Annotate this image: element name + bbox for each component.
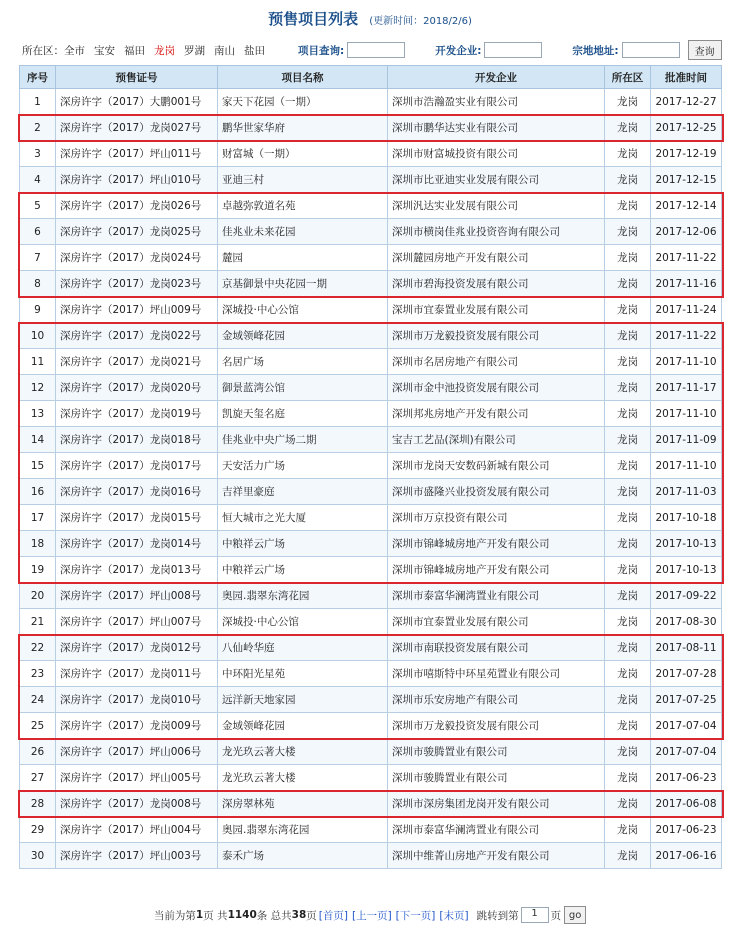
cell-project[interactable]: 泰禾广场 bbox=[218, 843, 388, 869]
cell-project[interactable]: 中粮祥云广场 bbox=[218, 557, 388, 583]
cell-district: 龙岗 bbox=[605, 791, 651, 817]
jump-label: 跳转到第 bbox=[476, 909, 519, 922]
cell-district: 龙岗 bbox=[605, 245, 651, 271]
cell-project[interactable]: 奥园.翡翠东湾花园 bbox=[218, 583, 388, 609]
cell-district: 龙岗 bbox=[605, 453, 651, 479]
cell-index: 10 bbox=[20, 323, 56, 349]
table-row bbox=[20, 765, 722, 791]
cell-index: 4 bbox=[20, 167, 56, 193]
cell-date: 2017-07-28 bbox=[651, 661, 722, 687]
cell-district: 龙岗 bbox=[605, 401, 651, 427]
table-header-row bbox=[20, 66, 722, 89]
cell-license[interactable]: 深房许字（2017）坪山005号 bbox=[56, 765, 218, 791]
cell-project[interactable]: 家天下花园（一期） bbox=[218, 89, 388, 115]
cell-date: 2017-09-22 bbox=[651, 583, 722, 609]
cell-developer: 深圳市浩瀚盈实业有限公司 bbox=[388, 89, 605, 115]
table-row bbox=[20, 687, 722, 713]
district-link[interactable]: 罗湖 bbox=[184, 44, 205, 57]
cell-developer: 深圳市名居房地产有限公司 bbox=[388, 349, 605, 375]
cell-project[interactable]: 中粮祥云广场 bbox=[218, 531, 388, 557]
cell-license[interactable]: 深房许字（2017）龙岗026号 bbox=[56, 193, 218, 219]
cell-district: 龙岗 bbox=[605, 297, 651, 323]
filter-bar bbox=[22, 40, 722, 60]
table-row bbox=[20, 193, 722, 219]
cell-index: 17 bbox=[20, 505, 56, 531]
table-row bbox=[20, 271, 722, 297]
cell-date: 2017-12-27 bbox=[651, 89, 722, 115]
table-row bbox=[20, 89, 722, 115]
cell-date: 2017-07-25 bbox=[651, 687, 722, 713]
cell-district: 龙岗 bbox=[605, 89, 651, 115]
cell-developer: 深圳市锦峰城房地产开发有限公司 bbox=[388, 531, 605, 557]
cell-district: 龙岗 bbox=[605, 479, 651, 505]
cell-date: 2017-12-25 bbox=[651, 115, 722, 141]
table-row bbox=[20, 167, 722, 193]
cell-date: 2017-11-10 bbox=[651, 453, 722, 479]
cell-developer: 深圳中维菁山房地产开发有限公司 bbox=[388, 843, 605, 869]
cell-developer: 深圳市乐安房地产有限公司 bbox=[388, 687, 605, 713]
cell-date: 2017-07-04 bbox=[651, 739, 722, 765]
cell-project[interactable]: 龙光玖云著大楼 bbox=[218, 765, 388, 791]
district-link[interactable]: 宝安 bbox=[94, 44, 115, 57]
cell-license[interactable]: 深房许字（2017）龙岗018号 bbox=[56, 427, 218, 453]
next-page-link[interactable]: [下一页] bbox=[395, 909, 436, 922]
presale-table bbox=[19, 65, 722, 869]
cell-district: 龙岗 bbox=[605, 609, 651, 635]
cell-developer: 深圳市泰富华澜湾置业有限公司 bbox=[388, 583, 605, 609]
cell-index: 23 bbox=[20, 661, 56, 687]
cell-district: 龙岗 bbox=[605, 219, 651, 245]
cell-index: 22 bbox=[20, 635, 56, 661]
cell-date: 2017-06-16 bbox=[651, 843, 722, 869]
district-link[interactable]: 盐田 bbox=[244, 44, 265, 57]
cell-date: 2017-11-09 bbox=[651, 427, 722, 453]
cell-district: 龙岗 bbox=[605, 115, 651, 141]
cell-index: 24 bbox=[20, 687, 56, 713]
cell-license[interactable]: 深房许字（2017）龙岗014号 bbox=[56, 531, 218, 557]
cell-license[interactable]: 深房许字（2017）龙岗027号 bbox=[56, 115, 218, 141]
table-row bbox=[20, 375, 722, 401]
cell-index: 8 bbox=[20, 271, 56, 297]
cell-license[interactable]: 深房许字（2017）龙岗021号 bbox=[56, 349, 218, 375]
cell-developer: 深圳市盛隆兴业投资发展有限公司 bbox=[388, 479, 605, 505]
cell-date: 2017-12-14 bbox=[651, 193, 722, 219]
cell-project[interactable]: 金域领峰花园 bbox=[218, 323, 388, 349]
cell-date: 2017-11-10 bbox=[651, 349, 722, 375]
cell-index: 5 bbox=[20, 193, 56, 219]
cell-license[interactable]: 深房许字（2017）坪山006号 bbox=[56, 739, 218, 765]
developer-search-input[interactable] bbox=[484, 42, 542, 58]
cell-developer: 深圳市骏腾置业有限公司 bbox=[388, 765, 605, 791]
table-row bbox=[20, 791, 722, 817]
table-row bbox=[20, 505, 722, 531]
cell-district: 龙岗 bbox=[605, 765, 651, 791]
cell-index: 18 bbox=[20, 531, 56, 557]
cell-license[interactable]: 深房许字（2017）龙岗010号 bbox=[56, 687, 218, 713]
total-items: 1140 bbox=[227, 909, 257, 921]
cell-project[interactable]: 深房翠林苑 bbox=[218, 791, 388, 817]
cell-license[interactable]: 深房许字（2017）龙岗016号 bbox=[56, 479, 218, 505]
cell-date: 2017-08-30 bbox=[651, 609, 722, 635]
table-row bbox=[20, 661, 722, 687]
pager-text-2: 条 总共 bbox=[256, 909, 292, 922]
cell-index: 13 bbox=[20, 401, 56, 427]
cell-developer: 深圳市金中池投资发展有限公司 bbox=[388, 375, 605, 401]
cell-district: 龙岗 bbox=[605, 427, 651, 453]
cell-index: 28 bbox=[20, 791, 56, 817]
cell-date: 2017-11-22 bbox=[651, 245, 722, 271]
col-header-index: 序号 bbox=[20, 66, 56, 89]
cell-project[interactable]: 天安活力广场 bbox=[218, 453, 388, 479]
cell-date: 2017-06-08 bbox=[651, 791, 722, 817]
cell-district: 龙岗 bbox=[605, 349, 651, 375]
cell-developer: 深圳市万龙毅投资发展有限公司 bbox=[388, 323, 605, 349]
cell-district: 龙岗 bbox=[605, 505, 651, 531]
cell-project[interactable]: 佳兆业中央广场二期 bbox=[218, 427, 388, 453]
developer-search-label: 开发企业: bbox=[435, 44, 482, 57]
cell-date: 2017-12-06 bbox=[651, 219, 722, 245]
cell-project[interactable]: 深城投·中心公馆 bbox=[218, 609, 388, 635]
district-links bbox=[64, 43, 274, 58]
pager-text-3: 页 bbox=[306, 909, 317, 922]
cell-district: 龙岗 bbox=[605, 687, 651, 713]
table-row bbox=[20, 609, 722, 635]
cell-date: 2017-11-24 bbox=[651, 297, 722, 323]
cell-district: 龙岗 bbox=[605, 167, 651, 193]
cell-developer: 深圳市万京投资有限公司 bbox=[388, 505, 605, 531]
table-row bbox=[20, 843, 722, 869]
cell-project[interactable]: 鹏华世家华府 bbox=[218, 115, 388, 141]
cell-license[interactable]: 深房许字（2017）龙岗025号 bbox=[56, 219, 218, 245]
address-search-label: 宗地地址: bbox=[572, 44, 619, 57]
cell-project[interactable]: 名居广场 bbox=[218, 349, 388, 375]
project-search-label: 项目查询: bbox=[298, 44, 345, 57]
cell-index: 15 bbox=[20, 453, 56, 479]
cell-developer: 深圳市南联投资发展有限公司 bbox=[388, 635, 605, 661]
cell-district: 龙岗 bbox=[605, 713, 651, 739]
cell-license[interactable]: 深房许字（2017）龙岗012号 bbox=[56, 635, 218, 661]
cell-license[interactable]: 深房许字（2017）坪山011号 bbox=[56, 141, 218, 167]
table-row bbox=[20, 349, 722, 375]
table-row bbox=[20, 479, 722, 505]
cell-index: 26 bbox=[20, 739, 56, 765]
cell-date: 2017-10-18 bbox=[651, 505, 722, 531]
cell-date: 2017-06-23 bbox=[651, 765, 722, 791]
cell-index: 19 bbox=[20, 557, 56, 583]
go-button[interactable]: go bbox=[564, 906, 586, 924]
cell-developer: 深圳市比亚迪实业发展有限公司 bbox=[388, 167, 605, 193]
cell-developer: 深圳市龙岗天安数码新城有限公司 bbox=[388, 453, 605, 479]
cell-developer: 深圳市鹏华达实业有限公司 bbox=[388, 115, 605, 141]
cell-index: 21 bbox=[20, 609, 56, 635]
table-row bbox=[20, 427, 722, 453]
cell-date: 2017-11-22 bbox=[651, 323, 722, 349]
cell-project[interactable]: 八仙岭华庭 bbox=[218, 635, 388, 661]
cell-developer: 深圳汎达实业发展有限公司 bbox=[388, 193, 605, 219]
cell-developer: 深圳市深房集团龙岗开发有限公司 bbox=[388, 791, 605, 817]
cell-district: 龙岗 bbox=[605, 375, 651, 401]
table-row bbox=[20, 115, 722, 141]
cell-developer: 深圳市泰富华澜湾置业有限公司 bbox=[388, 817, 605, 843]
cell-project[interactable]: 京基御景中央花园一期 bbox=[218, 271, 388, 297]
cell-developer: 深圳邦兆房地产开发有限公司 bbox=[388, 401, 605, 427]
cell-date: 2017-12-19 bbox=[651, 141, 722, 167]
cell-index: 3 bbox=[20, 141, 56, 167]
table-row bbox=[20, 739, 722, 765]
cell-developer: 深圳市财富城投资有限公司 bbox=[388, 141, 605, 167]
cell-project[interactable]: 中环阳光星苑 bbox=[218, 661, 388, 687]
title-row bbox=[0, 8, 740, 29]
cell-project[interactable]: 御景蓝湾公馆 bbox=[218, 375, 388, 401]
project-search-input[interactable] bbox=[347, 42, 405, 58]
cell-district: 龙岗 bbox=[605, 193, 651, 219]
district-link[interactable]: 福田 bbox=[124, 44, 145, 57]
cell-license[interactable]: 深房许字（2017）龙岗022号 bbox=[56, 323, 218, 349]
cell-project[interactable]: 麓园 bbox=[218, 245, 388, 271]
cell-license[interactable]: 深房许字（2017）龙岗009号 bbox=[56, 713, 218, 739]
cell-date: 2017-07-04 bbox=[651, 713, 722, 739]
cell-developer: 深圳市骏腾置业有限公司 bbox=[388, 739, 605, 765]
cell-district: 龙岗 bbox=[605, 635, 651, 661]
cell-project[interactable]: 吉祥里豪庭 bbox=[218, 479, 388, 505]
cell-index: 14 bbox=[20, 427, 56, 453]
cell-index: 16 bbox=[20, 479, 56, 505]
last-page-link[interactable]: [末页] bbox=[439, 909, 469, 922]
cell-project[interactable]: 卓越弥敦道名苑 bbox=[218, 193, 388, 219]
table-row bbox=[20, 583, 722, 609]
cell-project[interactable]: 深城投·中心公馆 bbox=[218, 297, 388, 323]
cell-index: 1 bbox=[20, 89, 56, 115]
cell-project[interactable]: 凯旋天玺名庭 bbox=[218, 401, 388, 427]
first-page-link[interactable]: [首页] bbox=[318, 909, 348, 922]
cell-district: 龙岗 bbox=[605, 271, 651, 297]
district-label: 所在区： bbox=[22, 44, 64, 57]
cell-license[interactable]: 深房许字（2017）坪山007号 bbox=[56, 609, 218, 635]
cell-date: 2017-11-03 bbox=[651, 479, 722, 505]
cell-license[interactable]: 深房许字（2017）龙岗020号 bbox=[56, 375, 218, 401]
cell-date: 2017-11-17 bbox=[651, 375, 722, 401]
cell-district: 龙岗 bbox=[605, 557, 651, 583]
table-row bbox=[20, 713, 722, 739]
cell-license[interactable]: 深房许字（2017）大鹏001号 bbox=[56, 89, 218, 115]
table-body bbox=[20, 89, 722, 869]
cell-district: 龙岗 bbox=[605, 843, 651, 869]
cell-developer: 深圳市嘻斯特中环星苑置业有限公司 bbox=[388, 661, 605, 687]
district-link[interactable]: 龙岗 bbox=[154, 44, 175, 57]
cell-index: 9 bbox=[20, 297, 56, 323]
cell-date: 2017-08-11 bbox=[651, 635, 722, 661]
current-page: 1 bbox=[195, 909, 204, 921]
cell-district: 龙岗 bbox=[605, 141, 651, 167]
cell-developer: 深圳市碧海投资发展有限公司 bbox=[388, 271, 605, 297]
cell-date: 2017-10-13 bbox=[651, 531, 722, 557]
cell-date: 2017-12-15 bbox=[651, 167, 722, 193]
pagination bbox=[0, 906, 740, 924]
cell-date: 2017-06-23 bbox=[651, 817, 722, 843]
cell-project[interactable]: 奥园.翡翠东湾花园 bbox=[218, 817, 388, 843]
cell-project[interactable]: 恒大城市之光大厦 bbox=[218, 505, 388, 531]
cell-district: 龙岗 bbox=[605, 323, 651, 349]
cell-index: 6 bbox=[20, 219, 56, 245]
table-row bbox=[20, 557, 722, 583]
cell-license[interactable]: 深房许字（2017）龙岗008号 bbox=[56, 791, 218, 817]
cell-developer: 深圳市万龙毅投资发展有限公司 bbox=[388, 713, 605, 739]
cell-index: 25 bbox=[20, 713, 56, 739]
cell-project[interactable]: 亚迪三村 bbox=[218, 167, 388, 193]
jump-suffix: 页 bbox=[550, 909, 562, 922]
district-link[interactable]: 全市 bbox=[64, 44, 85, 57]
query-button[interactable]: 查询 bbox=[688, 40, 722, 60]
cell-district: 龙岗 bbox=[605, 739, 651, 765]
cell-index: 7 bbox=[20, 245, 56, 271]
cell-license[interactable]: 深房许字（2017）龙岗024号 bbox=[56, 245, 218, 271]
cell-license[interactable]: 深房许字（2017）坪山010号 bbox=[56, 167, 218, 193]
cell-license[interactable]: 深房许字（2017）龙岗011号 bbox=[56, 661, 218, 687]
table-row bbox=[20, 635, 722, 661]
table-row bbox=[20, 297, 722, 323]
cell-developer: 深圳市宜泰置业发展有限公司 bbox=[388, 297, 605, 323]
cell-license[interactable]: 深房许字（2017）龙岗019号 bbox=[56, 401, 218, 427]
jump-page-input[interactable]: 1 bbox=[521, 907, 549, 923]
total-pages: 38 bbox=[291, 909, 307, 921]
cell-developer: 深圳市横岗佳兆业投资咨询有限公司 bbox=[388, 219, 605, 245]
cell-date: 2017-11-16 bbox=[651, 271, 722, 297]
cell-license[interactable]: 深房许字（2017）龙岗017号 bbox=[56, 453, 218, 479]
cell-index: 20 bbox=[20, 583, 56, 609]
cell-developer: 深圳市宜泰置业发展有限公司 bbox=[388, 609, 605, 635]
cell-project[interactable]: 金域领峰花园 bbox=[218, 713, 388, 739]
cell-project[interactable]: 财富城（一期） bbox=[218, 141, 388, 167]
cell-date: 2017-11-10 bbox=[651, 401, 722, 427]
col-header-district: 所在区 bbox=[605, 66, 651, 89]
cell-index: 12 bbox=[20, 375, 56, 401]
cell-license[interactable]: 深房许字（2017）坪山004号 bbox=[56, 817, 218, 843]
table-row bbox=[20, 531, 722, 557]
cell-index: 29 bbox=[20, 817, 56, 843]
cell-license[interactable]: 深房许字（2017）龙岗013号 bbox=[56, 557, 218, 583]
table-row bbox=[20, 453, 722, 479]
col-header-project: 项目名称 bbox=[218, 66, 388, 89]
table-row bbox=[20, 817, 722, 843]
col-header-developer: 开发企业 bbox=[388, 66, 605, 89]
cell-district: 龙岗 bbox=[605, 817, 651, 843]
prev-page-link[interactable]: [上一页] bbox=[351, 909, 392, 922]
update-time: (更新时间：2018/2/6) bbox=[369, 16, 472, 27]
cell-developer: 宝吉工艺品(深圳)有限公司 bbox=[388, 427, 605, 453]
cell-index: 27 bbox=[20, 765, 56, 791]
cell-developer: 深圳麓园房地产开发有限公司 bbox=[388, 245, 605, 271]
table-row bbox=[20, 401, 722, 427]
table-row bbox=[20, 141, 722, 167]
cell-index: 2 bbox=[20, 115, 56, 141]
table-row bbox=[20, 323, 722, 349]
address-search-input[interactable] bbox=[622, 42, 680, 58]
cell-index: 11 bbox=[20, 349, 56, 375]
cell-index: 30 bbox=[20, 843, 56, 869]
cell-license[interactable]: 深房许字（2017）坪山003号 bbox=[56, 843, 218, 869]
cell-license[interactable]: 深房许字（2017）龙岗015号 bbox=[56, 505, 218, 531]
cell-district: 龙岗 bbox=[605, 661, 651, 687]
cell-license[interactable]: 深房许字（2017）龙岗023号 bbox=[56, 271, 218, 297]
cell-project[interactable]: 佳兆业未来花园 bbox=[218, 219, 388, 245]
cell-project[interactable]: 远洋新天地家园 bbox=[218, 687, 388, 713]
table-row bbox=[20, 245, 722, 271]
pager-prefix: 当前为第 bbox=[153, 909, 196, 922]
cell-license[interactable]: 深房许字（2017）坪山009号 bbox=[56, 297, 218, 323]
cell-license[interactable]: 深房许字（2017）坪山008号 bbox=[56, 583, 218, 609]
pager-text-1: 页 共 bbox=[203, 909, 228, 922]
district-link[interactable]: 南山 bbox=[214, 44, 235, 57]
cell-district: 龙岗 bbox=[605, 583, 651, 609]
col-header-date: 批准时间 bbox=[651, 66, 722, 89]
cell-date: 2017-10-13 bbox=[651, 557, 722, 583]
cell-district: 龙岗 bbox=[605, 531, 651, 557]
table-row bbox=[20, 219, 722, 245]
col-header-license: 预售证号 bbox=[56, 66, 218, 89]
cell-project[interactable]: 龙光玖云著大楼 bbox=[218, 739, 388, 765]
cell-developer: 深圳市锦峰城房地产开发有限公司 bbox=[388, 557, 605, 583]
page-title: 预售项目列表 bbox=[268, 10, 359, 28]
